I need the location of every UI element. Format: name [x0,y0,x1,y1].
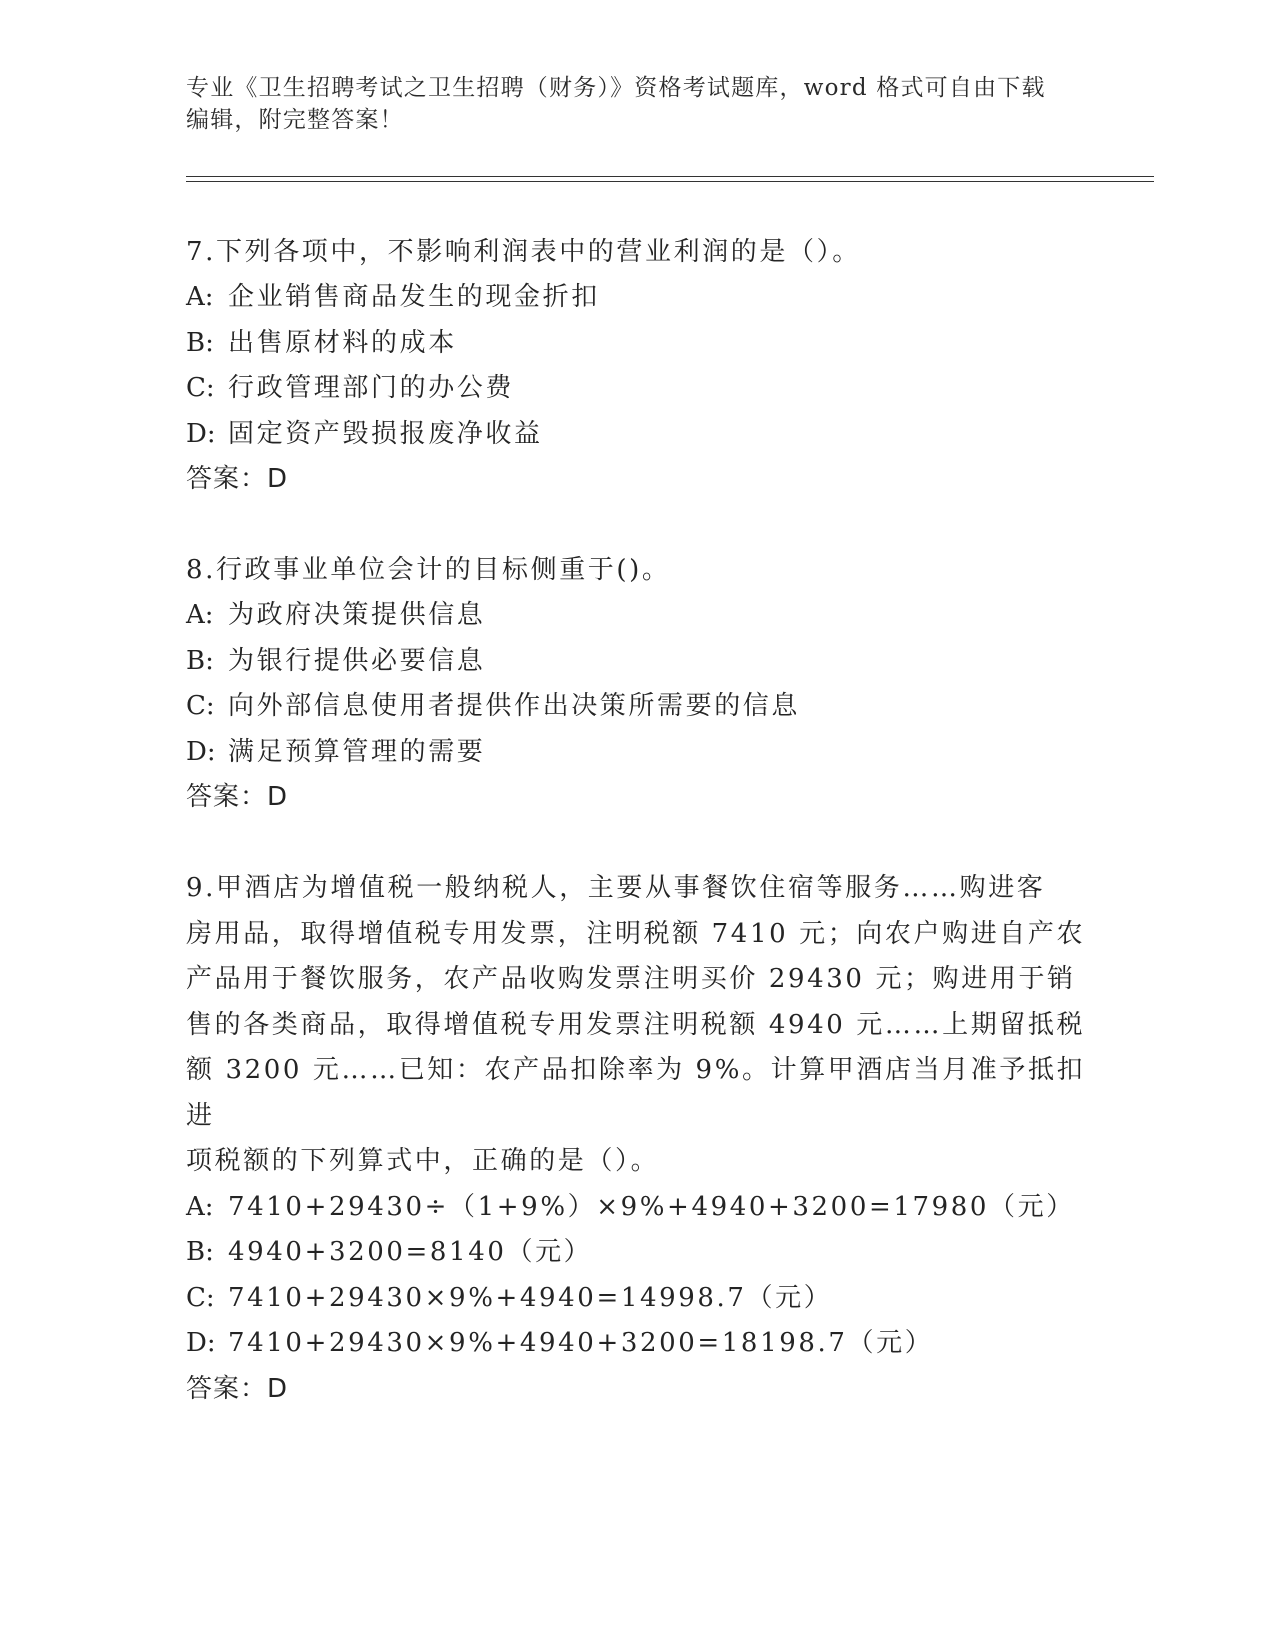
question-stem-line: 额 3200 元……已知：农产品扣除率为 9%。计算甲酒店当月准予抵扣进 [186,1055,1086,1131]
option-text: 向外部信息使用者提供作出决策所需要的信息 [228,691,801,721]
option-text: 4940+3200=8140（元） [228,1237,593,1267]
option-c [186,1276,1086,1322]
question-stem-line: 房用品，取得增值税专用发票，注明税额 7410 元；向农户购进自产农 [186,918,1086,949]
option-text: 固定资产毁损报废净收益 [228,418,543,449]
option-letter: B: [186,327,214,358]
option-letter: B: [186,1237,214,1267]
question-8 [186,548,1086,821]
option-letter: B: [186,645,214,676]
question-stem-line: 9.甲酒店为增值税一般纳税人，主要从事餐饮住宿等服务……购进客 [186,873,1046,903]
option-text: 7410+29430÷（1+9%）×9%+4940+3200=17980（元） [228,1191,1075,1222]
header-divider-bottom [186,181,1154,182]
option-text: 7410+29430×9%+4940+3200=18198.7（元） [228,1328,934,1358]
option-c [186,366,1086,412]
option-text: 7410+29430×9%+4940=14998.7（元） [228,1282,833,1313]
option-letter: A: [186,600,214,630]
option-d [186,412,1086,458]
option-b [186,639,1086,685]
question-7 [186,230,1086,503]
option-letter: A: [186,1191,214,1222]
question-stem-line: 项税额的下列算式中，正确的是（）。 [186,1146,660,1176]
header-divider-top [186,176,1154,177]
option-letter: C: [186,373,215,403]
option-d [186,1321,1086,1367]
question-stem-line: 产品用于餐饮服务，农产品收购发票注明买价 29430 元；购进用于销 [186,964,1076,994]
option-a [186,1185,1086,1231]
question-stem: 7.下列各项中，不影响利润表中的营业利润的是（）。 [186,237,861,267]
option-a [186,593,1086,639]
option-text: 企业销售商品发生的现金折扣 [228,282,600,312]
option-letter: D: [186,1328,216,1358]
option-text: 为银行提供必要信息 [228,645,486,676]
answer-line: 答案：D [186,782,289,812]
option-text: 行政管理部门的办公费 [228,373,515,403]
option-letter: C: [186,1282,215,1313]
option-a [186,275,1086,321]
header-line-1: 专业《卫生招聘考试之卫生招聘（财务）》资格考试题库，word 格式可自由下载 [186,75,1046,101]
option-letter: D: [186,736,216,767]
option-d [186,730,1086,776]
option-b [186,1230,1086,1276]
option-b [186,321,1086,367]
header-line-2: 编辑，附完整答案！ [186,107,404,133]
option-text: 出售原材料的成本 [228,327,457,358]
question-stem-line: 售的各类商品，取得增值税专用发票注明税额 4940 元……上期留抵税 [186,1009,1086,1040]
answer-line: 答案：D [186,1373,289,1404]
question-stem: 8.行政事业单位会计的目标侧重于()。 [186,555,671,585]
answer-line: 答案：D [186,464,289,494]
document-header [186,72,1086,136]
option-text: 为政府决策提供信息 [228,600,486,630]
option-c [186,684,1086,730]
question-9 [186,866,1086,1412]
option-letter: A: [186,282,214,312]
option-letter: D: [186,418,216,449]
option-text: 满足预算管理的需要 [228,736,486,767]
option-letter: C: [186,691,215,721]
